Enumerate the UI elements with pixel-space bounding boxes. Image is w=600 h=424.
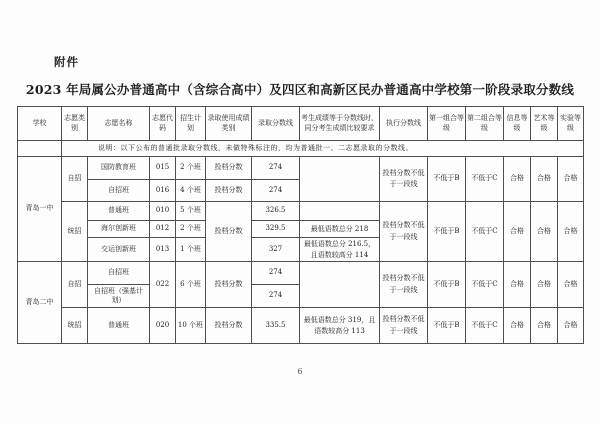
cell-major-name: 自招班 — [88, 262, 150, 285]
table-note: 说明：以下公布的普通批录取分数线，未做特殊标注的，均为普通批一、二志愿录取的分数线。 — [62, 141, 584, 157]
header-tie-break: 考生成绩等于分数线时，同分考生成绩比较要求 — [300, 107, 380, 141]
note-empty-cell — [18, 141, 62, 157]
header-art-grade: 艺术等级 — [531, 107, 558, 141]
cell-score-line: 327 — [252, 238, 300, 262]
cell-tie-break — [300, 202, 380, 221]
cell-plan: 10 个班 — [176, 308, 206, 344]
cell-combo2: 不低于C — [466, 308, 504, 344]
cell-info: 合格 — [504, 157, 531, 202]
cell-major-code: 016 — [150, 180, 176, 202]
cell-exec-line: 投档分数不低于一段线 — [380, 202, 428, 262]
cell-school: 青岛一中 — [18, 157, 62, 262]
cell-exec-line: 投档分数不低于一段线 — [380, 262, 428, 308]
cell-score-line: 274 — [252, 157, 300, 180]
cell-score-type: 投档分数 — [206, 180, 252, 202]
cell-tie-break: 最低语数总分 319，且语数较高分 113 — [300, 308, 380, 344]
note-row — [18, 141, 584, 157]
table-header-row — [18, 107, 584, 141]
page-number: 6 — [297, 367, 303, 376]
cell-score-line: 274 — [252, 180, 300, 202]
cell-major-name: 国防教育班 — [88, 157, 150, 180]
cell-tie-break: 最低语数总分 218 — [300, 221, 380, 238]
cell-combo1: 不低于B — [428, 157, 466, 202]
cell-category: 自招 — [62, 262, 88, 308]
cell-score-type: 投档分数 — [206, 262, 252, 308]
cell-score-line: 335.5 — [252, 308, 300, 344]
cell-info: 合格 — [504, 262, 531, 308]
header-major-name: 志愿名称 — [88, 107, 150, 141]
cell-info: 合格 — [504, 202, 531, 262]
header-category: 志愿类别 — [62, 107, 88, 141]
cell-combo1: 不低于B — [428, 262, 466, 308]
cell-plan: 5 个班 — [176, 202, 206, 221]
cell-major-code: 015 — [150, 157, 176, 180]
header-combo2-grade: 第二组合等级 — [466, 107, 504, 141]
cell-major-code: 010 — [150, 202, 176, 221]
table-row — [18, 202, 584, 221]
cell-plan: 1 个班 — [176, 238, 206, 262]
cell-info: 合格 — [504, 308, 531, 344]
cell-score-line: 274 — [252, 285, 300, 308]
header-exp-grade: 实验等级 — [558, 107, 584, 141]
cell-score-line: 274 — [252, 262, 300, 285]
cell-major-code: 013 — [150, 238, 176, 262]
cell-score-type: 投档分数 — [206, 308, 252, 344]
header-score-type: 录取使用成绩类别 — [206, 107, 252, 141]
cell-exec-line: 投档分数不低于一段线 — [380, 308, 428, 344]
cell-exec-line: 投档分数不低于一段线 — [380, 157, 428, 202]
cell-exp: 合格 — [558, 157, 584, 202]
attachment-label: 附件 — [54, 55, 79, 69]
cell-major-name: 海尔创新班 — [88, 221, 150, 238]
header-enrollment-plan: 招生计划 — [176, 107, 206, 141]
cell-category: 自招 — [62, 157, 88, 202]
table-row — [18, 262, 584, 285]
cell-tie-break — [300, 157, 380, 202]
table-row — [18, 308, 584, 344]
cell-art: 合格 — [531, 202, 558, 262]
cell-major-name: 交运创新班 — [88, 238, 150, 262]
cell-combo2: 不低于C — [466, 157, 504, 202]
cell-exp: 合格 — [558, 262, 584, 308]
table-row — [18, 157, 584, 180]
cell-major-name: 自招班 — [88, 180, 150, 202]
cell-exp: 合格 — [558, 202, 584, 262]
cell-major-name: 自招班（强基计划） — [88, 285, 150, 308]
cell-tie-break: 最低语数总分 216.5，且语数较高分 114 — [300, 238, 380, 262]
cell-tie-break — [300, 262, 380, 308]
header-major-code: 志愿代码 — [150, 107, 176, 141]
cell-score-line: 329.5 — [252, 221, 300, 238]
cell-art: 合格 — [531, 157, 558, 202]
cell-score-type: 投档分数 — [206, 157, 252, 180]
header-combo1-grade: 第一组合等级 — [428, 107, 466, 141]
header-score-line: 录取分数线 — [252, 107, 300, 141]
cell-plan: 2 个班 — [176, 221, 206, 238]
header-info-grade: 信息等级 — [504, 107, 531, 141]
cell-major-code: 022 — [150, 262, 176, 308]
cell-exp: 合格 — [558, 308, 584, 344]
cell-combo1: 不低于B — [428, 202, 466, 262]
cell-category: 统招 — [62, 308, 88, 344]
admission-score-table — [17, 106, 584, 344]
cell-school: 青岛二中 — [18, 262, 62, 344]
header-school: 学校 — [18, 107, 62, 141]
cell-art: 合格 — [531, 262, 558, 308]
cell-art: 合格 — [531, 308, 558, 344]
cell-score-type: 投档分数 — [206, 202, 252, 262]
cell-combo2: 不低于C — [466, 262, 504, 308]
cell-major-code: 020 — [150, 308, 176, 344]
cell-plan: 6 个班 — [176, 262, 206, 308]
cell-major-name: 普通班 — [88, 308, 150, 344]
cell-major-name: 普通班 — [88, 202, 150, 221]
page-title: 2023 年局属公办普通高中（含综合高中）及四区和高新区民办普通高中学校第一阶段录取分数线 — [25, 82, 575, 97]
header-exec-line: 执行分数线 — [380, 107, 428, 141]
cell-plan: 2 个班 — [176, 157, 206, 180]
cell-score-line: 326.5 — [252, 202, 300, 221]
cell-plan: 4 个班 — [176, 180, 206, 202]
cell-category: 统招 — [62, 202, 88, 262]
cell-combo2: 不低于C — [466, 202, 504, 262]
cell-combo1: 不低于B — [428, 308, 466, 344]
cell-major-code: 012 — [150, 221, 176, 238]
